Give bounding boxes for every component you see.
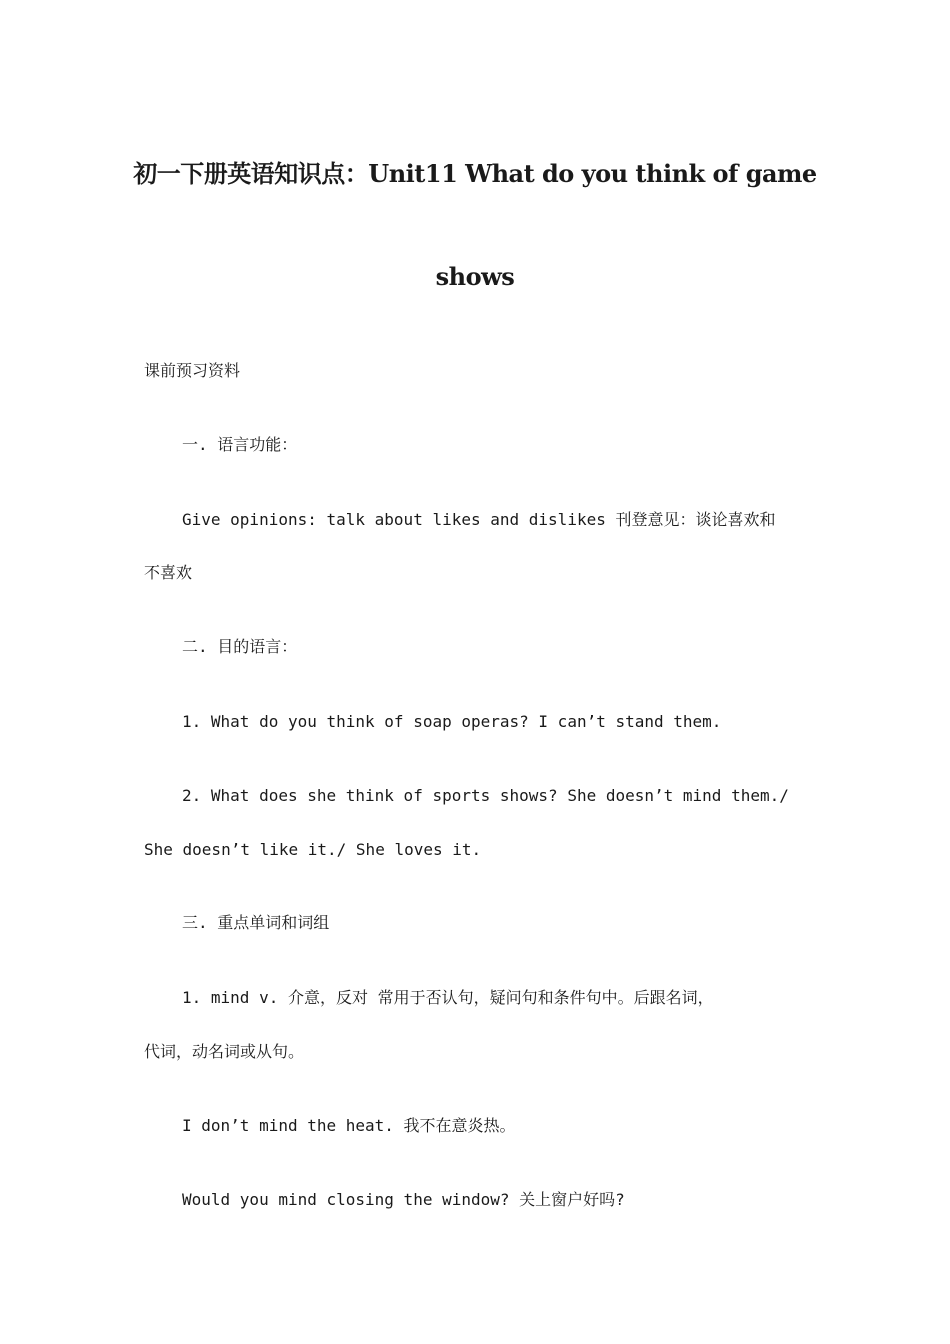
paragraph-line: I don’t mind the heat. 我不在意炎热。 <box>182 1116 516 1135</box>
paragraph-line: Would you mind closing the window? 关上窗户好吗? <box>182 1190 625 1209</box>
document-title-line-2: shows <box>435 262 515 291</box>
document-title-line-1: 初一下册英语知识点：Unit11 What do you think of game <box>133 159 817 188</box>
paragraph-line: 1. mind v. 介意，反对 常用于否认句，疑问句和条件句中。后跟名词， <box>182 988 714 1007</box>
paragraph-line: 2. What does she think of sports shows? She doesn’t mind them./ <box>182 786 789 805</box>
paragraph-line: 不喜欢 <box>144 563 193 582</box>
paragraph-line: Give opinions: talk about likes and dislikes 刊登意见：谈论喜欢和 <box>182 510 776 529</box>
section-language-function-heading: 一. 语言功能： <box>182 435 298 454</box>
section-preview-heading: 课前预习资料 <box>144 361 241 380</box>
section-key-words-heading: 三. 重点单词和词组 <box>182 913 330 932</box>
paragraph-line: 1. What do you think of soap operas? I can’t stand them. <box>182 712 722 731</box>
section-target-language-heading: 二. 目的语言： <box>182 637 298 656</box>
paragraph-line: 代词，动名词或从句。 <box>144 1042 305 1061</box>
paragraph-line: She doesn’t like it./ She loves it. <box>144 840 482 859</box>
